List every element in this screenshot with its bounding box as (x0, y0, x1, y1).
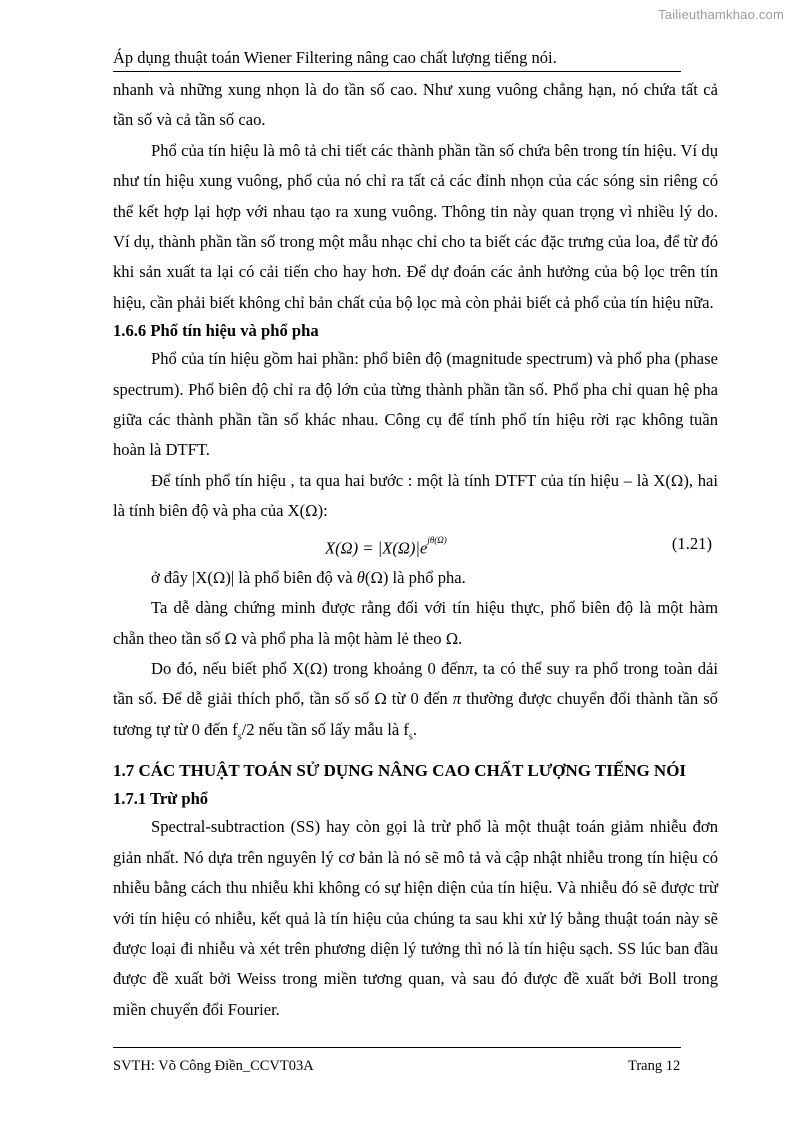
equation-1-21 (113, 527, 718, 563)
paragraph: Spectral-subtraction (SS) hay còn gọi là trừ phổ là một thuật toán giảm nhiễu đơn giản nhất. Nó dựa trên nguyên lý cơ bản là nó sẽ mô tả và cập nhật nhiễu trong tín hiệu có nhiễu bằng cách thu nhiễu khi không có sự hiện diện của tín hiệu. Và nhiễu đó sẽ được trừ với tín hiệu có nhiễu, kết quả là tín hiệu của chúng ta sau khi xử lý bằng thuật toán này sẽ được loại đi nhiễu và xét trên phương diện lý tưởng thì nó là tín hiệu sạch. SS lúc ban đầu được đề xuất bởi Weiss trong miền tương quan, và sau đó được đề xuất bởi Boll trong miền chuyển đổi Fourier. (113, 817, 718, 1019)
header-divider (113, 71, 681, 72)
paragraph: Phổ của tín hiệu gồm hai phần: phổ biên độ (magnitude spectrum) và phổ pha (phase spectrum). Phổ biên độ chỉ ra độ lớn của từng thành phần tần số. Phổ pha chỉ quan hệ pha giữa các thành phần tần số khác nhau. Công cụ để tính phổ tín hiệu rời rạc không tuần hoàn là DTFT. (113, 349, 718, 460)
paragraph: Phổ của tín hiệu là mô tả chi tiết các thành phần tần số chứa bên trong tín hiệu. Ví dụ như tín hiệu xung vuông, phổ của nó chỉ ra tất cả các đỉnh nhọn của các sóng sin riêng có thể kết hợp lại hợp với nhau tạo ra xung vuông. Thông tin này quan trọng vì nhiều lý do. Ví dụ, thành phần tần số trong một mẫu nhạc chỉ cho ta biết các đặc trưng của loa, để từ đó khi sản xuất ta lại có cải tiến cho hay hơn. Để dự đoán các ảnh hưởng của bộ lọc trên tín hiệu, cần phải biết không chỉ bản chất của bộ lọc mà còn phải biết cả phổ của tín hiệu nữa. (113, 140, 718, 312)
page-content (113, 75, 718, 1025)
paragraph: ở đây |X(Ω)| là phổ biên độ và θ(Ω) là phổ pha. (151, 567, 466, 587)
paragraph: nhanh và những xung nhọn là do tần số cao. Như xung vuông chẳng hạn, nó chứa tất cả tần số và cả tần số cao. (113, 80, 718, 130)
section-heading: 1.7 CÁC THUẬT TOÁN SỬ DỤNG NÂNG CAO CHẤT LƯỢNG TIẾNG NÓI (113, 761, 687, 781)
footer-author: SVTH: Võ Công Điền_CCVT03A (113, 1058, 314, 1074)
page-header: Áp dụng thuật toán Wiener Filtering nâng cao chất lượng tiếng nói. (113, 48, 557, 67)
paragraph: Để tính phổ tín hiệu , ta qua hai bước : một là tính DTFT của tín hiệu – là X(Ω), hai là tính biên độ và pha của X(Ω): (113, 470, 718, 521)
footer-divider (113, 1047, 681, 1048)
equation-number: (1.21) (671, 533, 712, 553)
watermark: Tailieuthamkhao.com (658, 7, 784, 22)
page-number: Trang 12 (628, 1058, 681, 1074)
subsection-heading: 1.7.1 Trừ phổ (113, 789, 209, 809)
paragraph: Do đó, nếu biết phổ X(Ω) trong khoảng 0 đếnπ, ta có thể suy ra phổ trong toàn dải tần số. Để dễ giải thích phổ, tần số số Ω từ 0 đến π thường được chuyển đổi thành tần số tương tự từ 0 đến $f_s/2$ nếu tần số lấy mẫu là $f_s$. (113, 658, 718, 743)
section-heading: 1.6.6 Phổ tín hiệu và phổ pha (113, 321, 319, 341)
paragraph: Ta dễ dàng chứng minh được rằng đối với tín hiệu thực, phổ biên độ là một hàm chẵn theo tần số Ω và phổ pha là một hàm lẻ theo Ω. (113, 598, 718, 648)
equation-expression: $X(\Omega) = |X(\Omega)|e^{j\theta(\Omega)}$ (325, 534, 447, 558)
